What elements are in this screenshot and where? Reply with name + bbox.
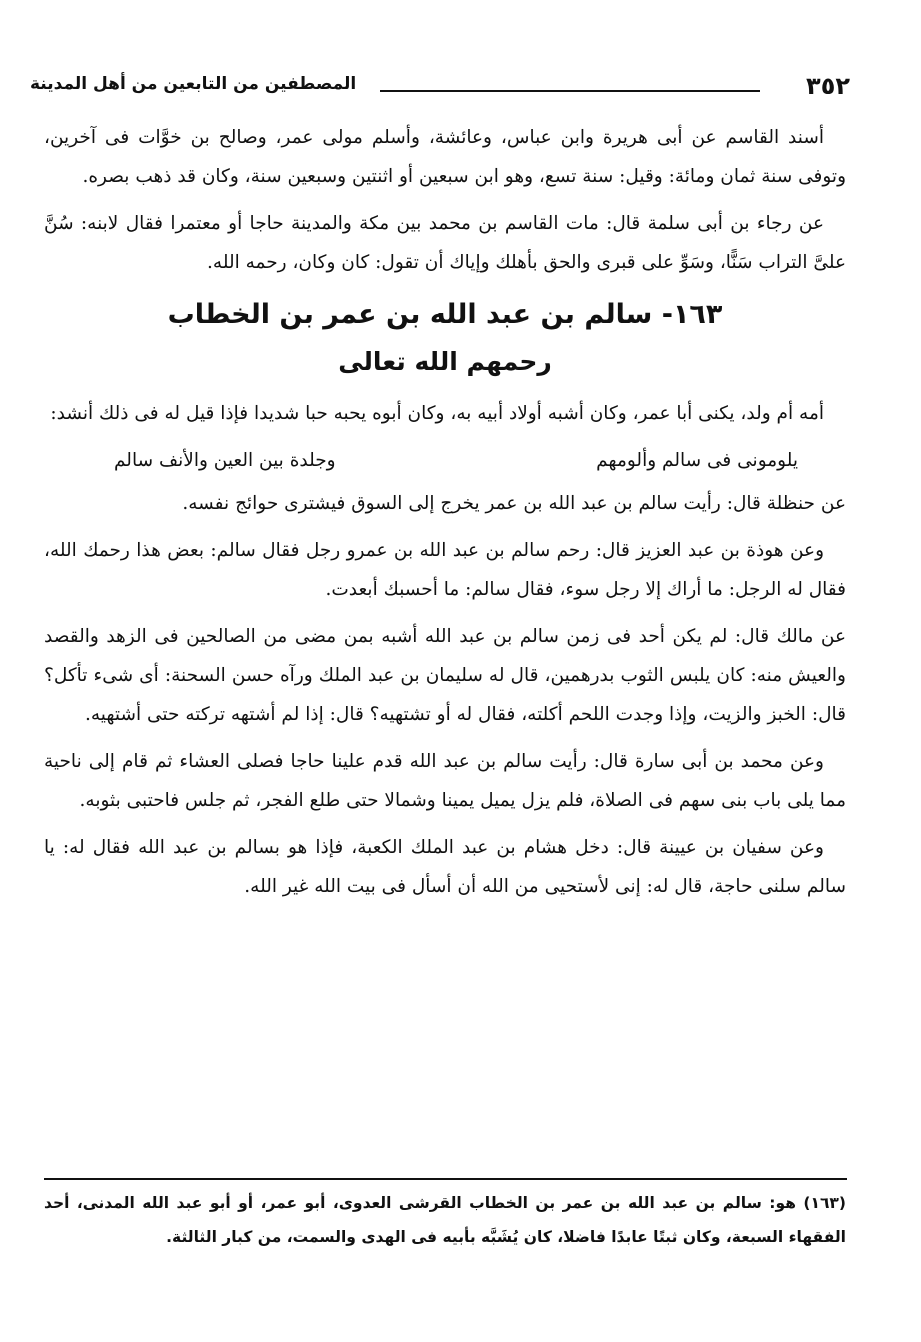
verse-second-hemistich: وجلدة بين العين والأنف سالم xyxy=(114,450,336,471)
poetry-verse xyxy=(44,441,846,480)
paragraph: وعن سفيان بن عيينة قال: دخل هشام بن عبد الملك الكعبة، فإذا هو بسالم بن عبد الله فقال له: يا سالم سلنى حاجة، قال له: إنى لأستحيى من الله أن أسأل فى بيت الله غير الله. xyxy=(44,837,846,897)
paragraph: عن حنظلة قال: رأيت سالم بن عبد الله بن عمر يخرج إلى السوق فيشترى حوائج نفسه. xyxy=(182,493,846,514)
paragraph: وعن هوذة بن عبد العزيز قال: رحم سالم بن عبد الله بن عمرو رجل فقال سالم: بعض هذا رحمك الله، فقال له الرجل: ما أراك إلا رجل سوء، فقال سالم: ما أحسبك أبعدت. xyxy=(44,540,846,600)
paragraph: أسند القاسم عن أبى هريرة وابن عباس، وعائشة، وأسلم مولى عمر، وصالح بن خوَّات فى آخرين، وتوفى سنة ثمان ومائة: وقيل: سنة تسع، وهو ابن سبعين أو اثنتين وسبعين سنة، وكان قد ذهب بصره. xyxy=(44,127,846,187)
paragraph: عن رجاء بن أبى سلمة قال: مات القاسم بن محمد بين مكة والمدينة حاجا أو معتمرا فقال لابنه: سُنَّ علىَّ التراب سَنًّا، وسَوِّ على قبرى والحق بأهلك وإياك أن تقول: كان وكان، رحمه الله. xyxy=(44,213,846,273)
footnote-rule xyxy=(44,1178,847,1180)
main-text xyxy=(44,118,846,914)
biography-subtitle: رحمهم الله تعالى xyxy=(338,347,552,376)
paragraph: أمه أم ولد، يكنى أبا عمر، وكان أشبه أولاد أبيه به، وكان أبوه يحبه حبا شديدا فإذا قيل له فى ذلك أنشد: xyxy=(50,403,824,424)
page-number: ٣٥٢ xyxy=(806,72,850,100)
verse-first-hemistich: يلومونى فى سالم وألومهم xyxy=(596,450,798,471)
page-header xyxy=(30,72,850,104)
paragraph: وعن محمد بن أبى سارة قال: رأيت سالم بن عبد الله قدم علينا حاجا فصلى العشاء ثم قام إلى ناحية مما يلى باب بنى سهم فى الصلاة، فلم يزل يميل يمينا وشمالا حتى طلع الفجر، ثم جلس فاحتبى بثوبه. xyxy=(44,751,846,811)
footnote: (١٦٣) هو: سالم بن عبد الله بن عمر بن الخطاب القرشى العدوى، أبو عمر، أو أبو عبد الله المدنى، أحد الفقهاء السبعة، وكان ثبتًا عابدًا فاضلا، كان يُشَبَّه بأبيه فى الهدى والسمت، من كبار الثالثة. xyxy=(44,1194,846,1246)
header-rule xyxy=(380,90,760,92)
running-title: المصطفين من التابعين من أهل المدينة xyxy=(30,74,357,94)
biography-title: ١٦٣- سالم بن عبد الله بن عمر بن الخطاب xyxy=(167,299,723,330)
paragraph: عن مالك قال: لم يكن أحد فى زمن سالم بن عبد الله أشبه بمن مضى من الصالحين فى الزهد والقصد والعيش منه: كان يلبس الثوب بدرهمين، قال له سليمان بن عبد الملك ورآه حسن السحنة: أى شىء تأكل؟ قال: الخبز والزيت، وإذا وجدت اللحم أكلته، فقال له أو تشتهيه؟ قال: إذا لم أشتهه تركته حتى أشتهيه. xyxy=(44,626,846,725)
